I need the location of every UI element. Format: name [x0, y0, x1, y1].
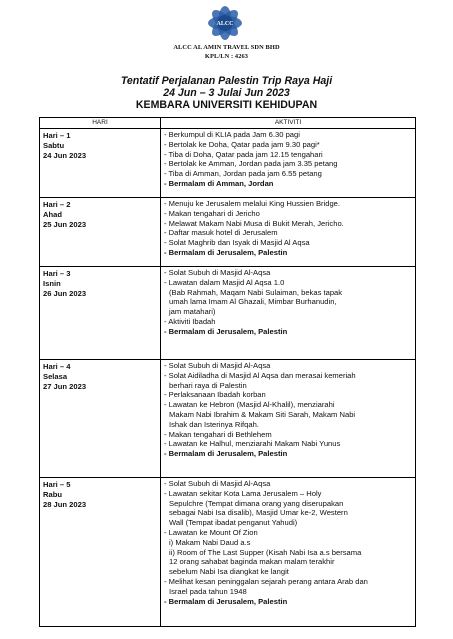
activity-line: - Bermalam di Jerusalem, Palestin: [164, 247, 288, 257]
table-row: [40, 360, 415, 478]
day-cell: [40, 360, 161, 477]
title-line-3: KEMBARA UNIVERSITI KEHIDUPAN: [135, 99, 318, 111]
day-cell: [40, 129, 161, 197]
activity-line: berhari raya di Palestin: [169, 380, 247, 390]
activity-cell: [161, 129, 415, 197]
activity-line: sebagai Nabi Isa disalib), Masjid Umar ke-2, Western: [169, 508, 348, 518]
activity-line: - Solat Maghrib dan Isyak di Masjid Al Aqsa: [164, 238, 310, 248]
activity-cell: [161, 267, 415, 359]
activity-line: - Bertolak ke Doha, Qatar pada jam 9.30 pagi*: [164, 139, 320, 149]
day-date: 24 Jun 2023: [43, 150, 87, 160]
activity-line: - Makan tengahari di Jericho: [164, 208, 260, 218]
day-day: Hari – 4: [43, 362, 71, 371]
activity-line: - Melawat Makam Nabi Musa di Bukit Merah, Jericho.: [164, 218, 344, 228]
activity-cell: [161, 478, 415, 626]
day-weekday: Isnin: [43, 278, 61, 288]
activity-line: - Solat Subuh di Masjid Al-Aqsa: [164, 268, 271, 277]
day-cell: [40, 478, 161, 626]
company-name: ALCC AL AMIN TRAVEL SDN BHD: [173, 44, 280, 51]
itinerary-table: [39, 117, 416, 627]
activity-line: - Berkumpul di KLIA pada Jam 6.30 pagi: [164, 130, 300, 139]
day-day: Hari – 1: [43, 131, 71, 140]
activity-line: 12 orang sahabat baginda makan malam terakhir: [169, 557, 335, 567]
activity-line: - Lawatan dalam Masjid Al Aqsa 1.0: [164, 277, 285, 287]
activity-line: umah lama Imam Al Ghazali, Mimbar Burhanudin,: [169, 297, 337, 307]
title-line-1: Tentatif Perjalanan Palestin Trip Raya Haji: [120, 75, 333, 87]
activity-line: - Lawatan sekitar Kota Lama Jerusalem – Holy: [164, 488, 322, 498]
day-cell: [40, 267, 161, 359]
day-date: 25 Jun 2023: [43, 219, 87, 229]
activity-line: - Aktiviti Ibadah: [164, 316, 216, 326]
day-day: Hari – 5: [43, 480, 71, 489]
day-day: Hari – 3: [43, 269, 71, 278]
activity-line: i) Makam Nabi Daud a.s: [169, 537, 251, 547]
table-row: [40, 478, 415, 627]
day-date: 26 Jun 2023: [43, 288, 87, 298]
day-weekday: Ahad: [43, 209, 62, 219]
activity-line: - Solat Subuh di Masjid Al-Aqsa: [164, 361, 271, 370]
license-number: KPL/LN : 4263: [204, 53, 249, 60]
activity-line: ii) Room of The Last Supper (Kisah Nabi Isa a.s bersama: [169, 547, 362, 557]
activity-line: - Tiba di Amman, Jordan pada jam 6.55 petang: [164, 169, 322, 179]
activity-line: - Menuju ke Jerusalem melalui King Hussien Bridge.: [164, 199, 341, 208]
activity-line: - Solat Aidiladha di Masjid Al Aqsa dan merasai kemeriah: [164, 370, 356, 380]
activity-line: Makam Nabi Ibrahim & Makam Siti Sarah, Makam Nabi: [169, 409, 356, 419]
activity-line: Wall (Tempat ibadat penganut Yahudi): [169, 518, 298, 528]
activity-line: - Bermalam di Amman, Jordan: [164, 178, 274, 188]
header-activity: AKTIVITI: [274, 119, 302, 126]
activity-line: - Makan tengahari di Bethlehem: [164, 429, 272, 439]
activity-line: - Bermalam di Jerusalem, Palestin: [164, 449, 288, 459]
table-body: [40, 129, 415, 627]
activity-cell: [161, 360, 415, 477]
activity-line: - Lawatan ke Halhul, menziarahi Makam Nabi Yunus: [164, 439, 341, 449]
activity-line: - Bertolak ke Amman, Jordan pada jam 3.35 petang: [164, 159, 338, 169]
activity-line: - Bermalam di Jerusalem, Palestin: [164, 326, 288, 336]
activity-line: (Bab Rahmah, Maqam Nabi Sulaiman, bekas tapak: [169, 287, 343, 297]
activity-line: - Lawatan ke Mount Of Zion: [164, 527, 258, 537]
table-header: [40, 118, 415, 129]
table-row: [40, 267, 415, 360]
activity-line: sebelum Nabi Isa diangkat ke langit: [169, 567, 289, 577]
activity-line: - Bermalam di Jerusalem, Palestin: [164, 596, 288, 606]
activity-line: Israel pada tahun 1948: [169, 586, 247, 596]
day-cell: [40, 198, 161, 266]
day-day: Hari – 2: [43, 200, 71, 209]
day-date: 28 Jun 2023: [43, 499, 87, 509]
day-weekday: Rabu: [43, 489, 62, 499]
activity-line: - Daftar masuk hotel di Jerusalem: [164, 228, 278, 238]
activity-line: Ishak dan Isterinya Rifqah.: [169, 419, 259, 429]
day-weekday: Sabtu: [43, 140, 65, 150]
header-day: HARI: [40, 118, 161, 128]
activity-line: - Perlaksanaan Ibadah korban: [164, 390, 266, 400]
activity-line: - Melihat kesan peninggalan sejarah perang antara Arab dan: [164, 576, 368, 586]
activity-cell: [161, 198, 415, 266]
table-row: [40, 198, 415, 267]
activity-line: - Tiba di Doha, Qatar pada jam 12.15 tengahari: [164, 149, 323, 159]
table-row: [40, 129, 415, 198]
activity-line: - Solat Subuh di Masjid Al-Aqsa: [164, 479, 271, 488]
title-line-2: 24 Jun – 3 Julai Jun 2023: [163, 87, 290, 99]
logo-text: ALCC: [216, 21, 234, 27]
day-date: 27 Jun 2023: [43, 381, 87, 391]
day-weekday: Selasa: [43, 371, 68, 381]
activity-line: Sepulchre (Tempat dimana orang yang diserupakan: [169, 498, 344, 508]
alcc-logo: [199, 3, 251, 43]
activity-line: - Lawatan ke Hebron (Masjid Al-Khalil), menziarahi: [164, 400, 335, 410]
activity-line: jam matahari): [169, 307, 216, 317]
